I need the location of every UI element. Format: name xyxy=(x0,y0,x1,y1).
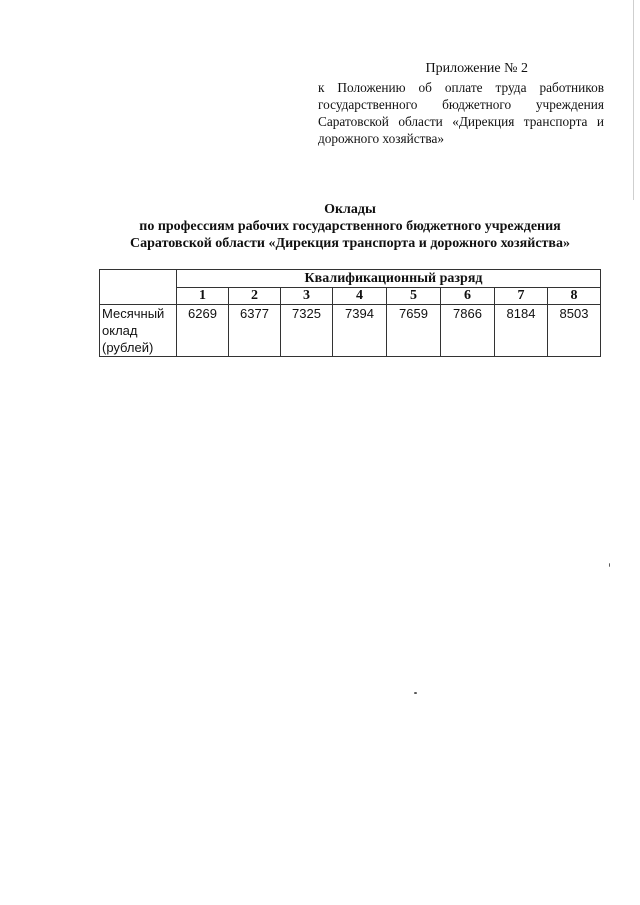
salary-value-cell: 7325 xyxy=(281,305,333,357)
appendix-block xyxy=(318,60,604,147)
salary-value-cell: 7394 xyxy=(333,305,387,357)
salary-value-cell: 7866 xyxy=(441,305,495,357)
salary-value-cell: 8184 xyxy=(495,305,548,357)
appendix-title: Приложение № 2 xyxy=(425,61,528,76)
grade-cell: 3 xyxy=(281,288,333,305)
scan-speck xyxy=(609,563,610,567)
salary-value-cell: 7659 xyxy=(387,305,441,357)
qualification-grade-header: Квалификационный разряд xyxy=(177,270,601,288)
document-heading xyxy=(60,201,640,252)
heading-line-1: Оклады xyxy=(324,202,376,217)
grade-cell: 4 xyxy=(333,288,387,305)
grade-cell: 7 xyxy=(495,288,548,305)
grade-cell: 6 xyxy=(441,288,495,305)
grade-cell: 1 xyxy=(177,288,229,305)
heading-line-3: Саратовской области «Дирекция транспорта и дорожного хозяйства» xyxy=(130,236,570,251)
table-header-row xyxy=(100,270,601,288)
salary-value-cell: 8503 xyxy=(548,305,601,357)
salary-row xyxy=(100,305,601,357)
monthly-salary-label: Месячный оклад (рублей) xyxy=(100,305,177,357)
table-corner-cell xyxy=(100,270,177,305)
grade-cell: 8 xyxy=(548,288,601,305)
appendix-body: к Положению об оплате труда работников государственного бюджетного учреждения Саратовской области «Дирекция транспорта и дорожного хозяйства» xyxy=(318,80,604,146)
grade-cell: 5 xyxy=(387,288,441,305)
scan-speck xyxy=(414,692,417,694)
heading-line-2: по профессиям рабочих государственного бюджетного учреждения xyxy=(139,219,561,234)
grade-cell: 2 xyxy=(229,288,281,305)
salary-value-cell: 6377 xyxy=(229,305,281,357)
salary-table xyxy=(99,269,601,357)
salary-value-cell: 6269 xyxy=(177,305,229,357)
scan-edge-line xyxy=(633,0,634,200)
